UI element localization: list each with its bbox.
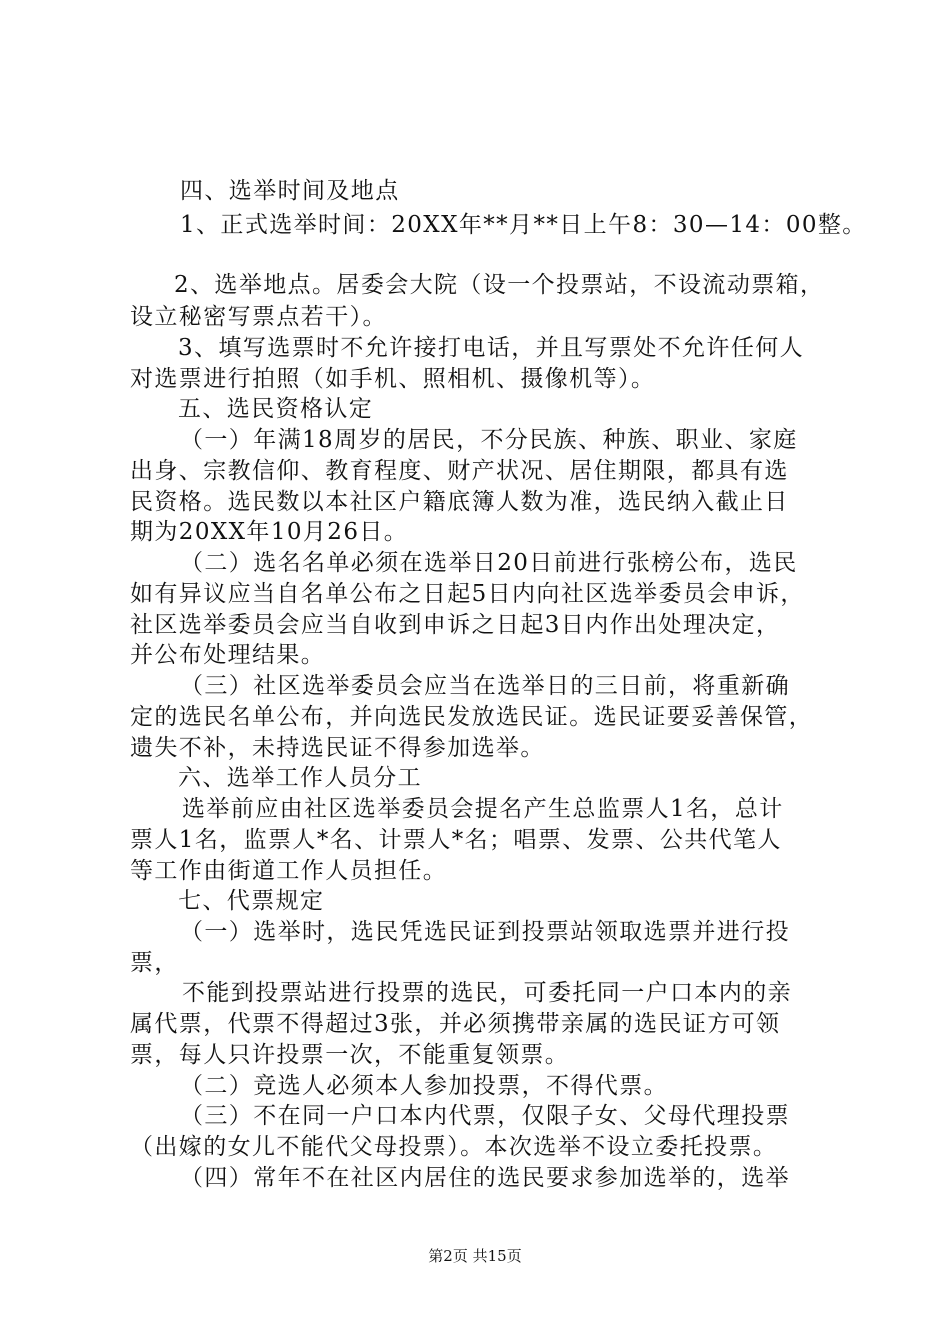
text-line: 属代票，代票不得超过3张，并必须携带亲属的选民证方可领 xyxy=(130,1011,781,1037)
text-line: 不能到投票站进行投票的选民，可委托同一户口本内的亲 xyxy=(182,980,792,1006)
text-line: （三）社区选举委员会应当在选举日的三日前，将重新确 xyxy=(180,673,790,699)
text-line: 票， xyxy=(130,950,179,976)
text-line: 期为20XX年10月26日。 xyxy=(130,519,409,545)
text-line: （二）选名名单必须在选举日20日前进行张榜公布，选民 xyxy=(180,550,798,576)
text-line: 票，每人只许投票一次，不能重复领票。 xyxy=(130,1042,570,1068)
text-line: （四）常年不在社区内居住的选民要求参加选举的，选举 xyxy=(180,1165,790,1191)
text-line: （出嫁的女儿不能代父母投票）。本次选举不设立委托投票。 xyxy=(130,1134,778,1160)
text-line: 社区选举委员会应当自收到申诉之日起3日内作出处理决定， xyxy=(130,612,781,638)
page-number-footer: 第2页 共15页 xyxy=(428,1247,522,1265)
section-heading: 七、代票规定 xyxy=(178,888,325,914)
text-line: （一）选举时，选民凭选民证到投票站领取选票并进行投 xyxy=(180,919,790,945)
text-line: 选举前应由社区选举委员会提名产生总监票人1名，总计 xyxy=(182,796,784,822)
text-line: 遗失不补，未持选民证不得参加选举。 xyxy=(130,735,545,761)
text-line: 民资格。选民数以本社区户籍底簿人数为准，选民纳入截止日 xyxy=(130,489,789,515)
text-line: 对选票进行拍照（如手机、照相机、摄像机等）。 xyxy=(130,366,656,392)
text-line: 四、选举时间及地点 xyxy=(180,178,400,204)
text-line: 1、正式选举时间：20XX年**月**日上午8：30—14：00整。 xyxy=(180,212,867,238)
text-line: 设立秘密写票点若干）。 xyxy=(130,304,387,330)
section-heading: 六、选举工作人员分工 xyxy=(178,765,422,791)
text-line: 出身、宗教信仰、教育程度、财产状况、居住期限，都具有选 xyxy=(130,458,789,484)
text-line: （三）不在同一户口本内代票，仅限子女、父母代理投票 xyxy=(180,1103,790,1129)
text-line: 2、选举地点。居委会大院（设一个投票站，不设流动票箱， xyxy=(174,272,825,298)
text-line: 票人1名，监票人*名、计票人*名；唱票、发票、公共代笔人 xyxy=(130,827,782,853)
text-line: 等工作由街道工作人员担任。 xyxy=(130,858,448,884)
text-line: 3、填写选票时不允许接打电话，并且写票处不允许任何人 xyxy=(178,335,805,361)
section-heading: 五、选民资格认定 xyxy=(178,396,374,422)
text-line: 定的选民名单公布，并向选民发放选民证。选民证要妥善保管， xyxy=(130,704,814,730)
text-line: 如有异议应当自名单公布之日起5日内向社区选举委员会申诉， xyxy=(130,581,805,607)
text-line: （二）竞选人必须本人参加投票，不得代票。 xyxy=(180,1073,668,1099)
text-line: （一）年满18周岁的居民，不分民族、种族、职业、家庭 xyxy=(180,427,798,453)
text-line: 并公布处理结果。 xyxy=(130,642,326,668)
